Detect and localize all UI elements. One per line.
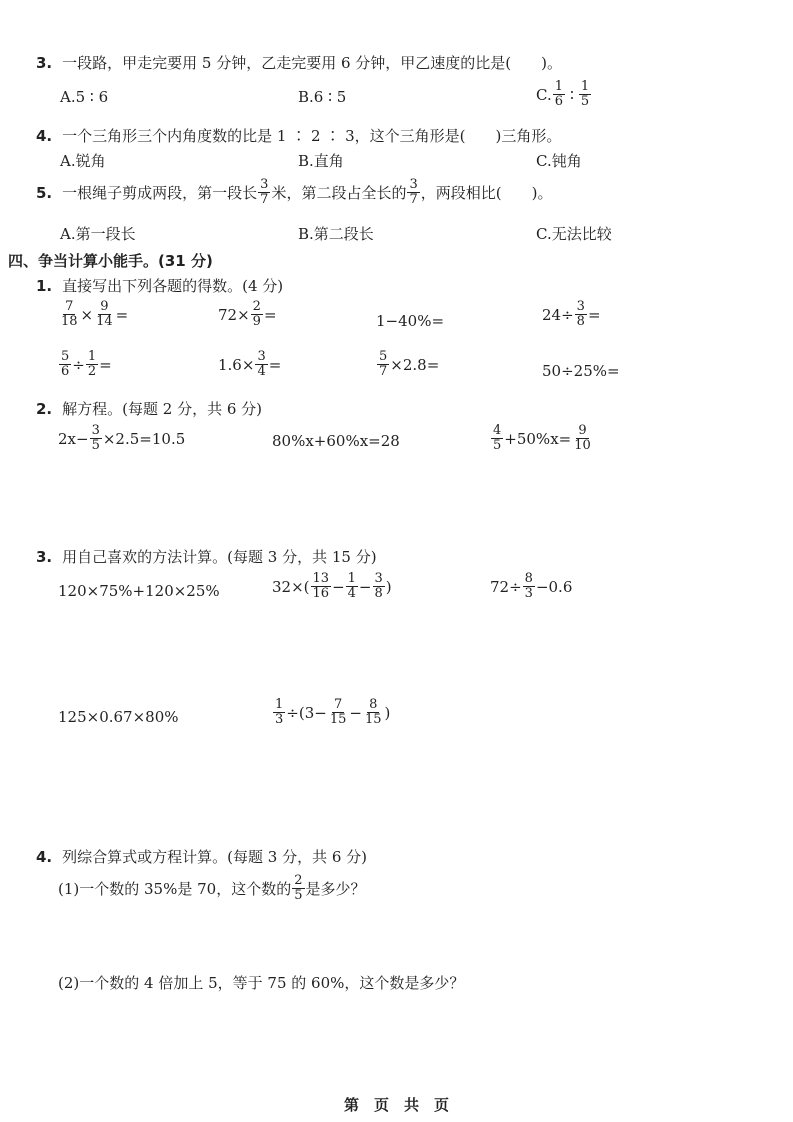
numerator: 7: [333, 697, 343, 712]
option-c: C.无法比较: [536, 225, 612, 243]
numerator: 1: [580, 79, 590, 94]
numerator: 1: [347, 571, 356, 586]
question-number: 2.: [36, 399, 53, 418]
expression: [272, 572, 392, 601]
question-stem: 米，第二段占全长的: [271, 184, 407, 202]
numerator: 13: [312, 571, 330, 586]
denominator: 15: [364, 712, 382, 727]
fraction: [255, 350, 267, 379]
expression: [58, 350, 112, 379]
expression-text: 1.6×: [218, 355, 255, 374]
numerator: 9: [100, 299, 109, 314]
denominator: 16: [312, 586, 330, 601]
numerator: 3: [576, 299, 585, 314]
word-problem-1: [58, 874, 366, 903]
option-a: A.第一段长: [60, 225, 136, 243]
part-title: 用自己喜欢的方法计算。(每题 3 分，共 15 分): [62, 548, 377, 566]
numerator: 9: [578, 423, 587, 438]
denominator: 7: [379, 364, 388, 379]
fraction: [407, 178, 419, 207]
equation: [58, 424, 185, 453]
equation: 80%x+60%x=28: [272, 432, 400, 450]
expression-text: 32×(: [272, 577, 310, 596]
fraction: [94, 300, 115, 329]
question-number: 3.: [36, 547, 53, 566]
expression: 120×75%+120×25%: [58, 582, 220, 600]
expression-text: 24÷: [542, 305, 574, 324]
section-title: 四、争当计算小能手。(31 分): [8, 252, 213, 270]
denominator: 8: [374, 586, 383, 601]
denominator: 4: [347, 586, 356, 601]
numerator: 1: [87, 349, 97, 364]
denominator: 6: [554, 94, 563, 109]
denominator: 9: [252, 314, 261, 329]
operator: −: [358, 577, 372, 596]
fraction: [273, 698, 285, 727]
denominator: 4: [257, 364, 266, 379]
equals: =: [268, 355, 282, 374]
fraction: [90, 424, 102, 453]
part-title: 解方程。(每题 2 分，共 6 分): [62, 400, 263, 418]
question-stem: 一个三角形三个内角度数的比是 1 ∶ 2 ∶ 3，这个三角形是( )三角形。: [62, 127, 562, 145]
fraction: [491, 424, 503, 453]
fraction: [553, 80, 565, 109]
question-4: [36, 125, 561, 146]
denominator: 2: [87, 364, 97, 379]
part-3-title: [36, 546, 377, 567]
numerator: 5: [61, 349, 70, 364]
numerator: 3: [257, 349, 266, 364]
expression-text: 72÷: [490, 577, 522, 596]
operator: −: [332, 577, 345, 596]
denominator: 18: [61, 314, 78, 329]
part-2-title: [36, 398, 262, 419]
fraction: [377, 350, 389, 379]
page-footer: 第 页 共 页: [343, 1096, 449, 1114]
fraction: [311, 572, 332, 601]
expression: [218, 300, 277, 329]
denominator: 5: [580, 94, 590, 109]
expression-text: 72×: [218, 305, 250, 324]
problem-text: (1)一个数的 35%是 70，这个数的: [58, 880, 292, 898]
denominator: 3: [524, 586, 533, 601]
option-b: B.直角: [298, 152, 344, 170]
numerator: 5: [379, 349, 388, 364]
expression: 1−40%=: [376, 312, 445, 330]
denominator: 7: [409, 192, 418, 207]
question-number: 5.: [36, 183, 53, 202]
problem-text: 是多少？: [305, 880, 366, 898]
option-c: [536, 80, 592, 109]
question-3: [36, 52, 562, 73]
fraction: [292, 874, 304, 903]
question-number: 4.: [36, 126, 53, 145]
fraction: [346, 572, 358, 601]
numerator: 1: [554, 79, 563, 94]
expression-text: ): [384, 703, 391, 722]
fraction: [523, 572, 535, 601]
numerator: 4: [493, 423, 502, 438]
denominator: 8: [576, 314, 585, 329]
option-b: B.第二段长: [298, 225, 374, 243]
question-stem: 一根绳子剪成两段，第一段长: [62, 184, 258, 202]
numerator: 8: [369, 697, 378, 712]
expression: [490, 572, 572, 601]
fraction: [572, 424, 593, 453]
equals: =: [263, 305, 277, 324]
fraction: [59, 350, 71, 379]
ratio-sign: ∶: [570, 85, 574, 104]
numerator: 7: [65, 299, 74, 314]
operator: −: [349, 703, 362, 722]
option-c-prefix: C.: [536, 85, 552, 104]
numerator: 8: [524, 571, 533, 586]
numerator: 2: [252, 299, 261, 314]
expression-text: ×2.8=: [390, 355, 440, 374]
part-4-title: [36, 846, 367, 867]
denominator: 10: [574, 438, 591, 453]
operator: ×: [80, 305, 94, 324]
operator: ÷: [72, 355, 85, 374]
denominator: 3: [275, 712, 284, 727]
denominator: 7: [260, 192, 269, 207]
expression: 125×0.67×80%: [58, 708, 179, 726]
option-b: B.6 ∶ 5: [298, 88, 347, 106]
part-title: 直接写出下列各题的得数。(4 分): [62, 277, 284, 295]
question-stem: ，两段相比( )。: [420, 184, 553, 202]
fraction: [328, 698, 349, 727]
expression: 50÷25%=: [542, 362, 620, 380]
fraction: [251, 300, 263, 329]
denominator: 5: [294, 888, 303, 903]
fraction: [59, 300, 80, 329]
expression: [542, 300, 601, 329]
fraction: [363, 698, 384, 727]
expression-text: +50%x=: [504, 429, 572, 448]
part-title: 列综合算式或方程计算。(每题 3 分，共 6 分): [62, 848, 368, 866]
denominator: 15: [329, 712, 347, 727]
expression: [272, 698, 390, 727]
numerator: 2: [294, 873, 303, 888]
expression-text: 2x−: [58, 429, 89, 448]
equation: [490, 424, 594, 453]
question-stem: 一段路，甲走完要用 5 分钟，乙走完要用 6 分钟，甲乙速度的比是( )。: [62, 54, 563, 72]
numerator: 3: [374, 571, 383, 586]
denominator: 5: [91, 438, 100, 453]
question-number: 3.: [36, 53, 53, 72]
expression-text: ×2.5=10.5: [102, 429, 186, 448]
question-5: [36, 178, 552, 207]
equals: =: [587, 305, 601, 324]
question-number: 4.: [36, 847, 53, 866]
equals: =: [99, 355, 112, 374]
word-problem-2: (2)一个数的 4 倍加上 5，等于 75 的 60%，这个数是多少？: [58, 974, 465, 992]
equals: =: [115, 305, 129, 324]
expression: [218, 350, 281, 379]
denominator: 5: [493, 438, 502, 453]
fraction: [86, 350, 98, 379]
numerator: 3: [409, 177, 418, 192]
expression-text: ): [385, 577, 392, 596]
part-1-title: [36, 275, 283, 296]
denominator: 14: [96, 314, 113, 329]
option-a: A.5 ∶ 6: [60, 88, 109, 106]
fraction: [373, 572, 385, 601]
numerator: 3: [260, 177, 269, 192]
option-a: A.锐角: [60, 152, 106, 170]
expression-text: ÷(3−: [286, 703, 327, 722]
fraction: [579, 80, 591, 109]
fraction: [258, 178, 270, 207]
numerator: 3: [91, 423, 100, 438]
question-number: 1.: [36, 276, 53, 295]
fraction: [575, 300, 587, 329]
expression: [58, 300, 128, 329]
expression: [376, 350, 439, 379]
numerator: 1: [275, 697, 284, 712]
denominator: 6: [61, 364, 70, 379]
option-c: C.钝角: [536, 152, 582, 170]
expression-text: −0.6: [535, 577, 573, 596]
